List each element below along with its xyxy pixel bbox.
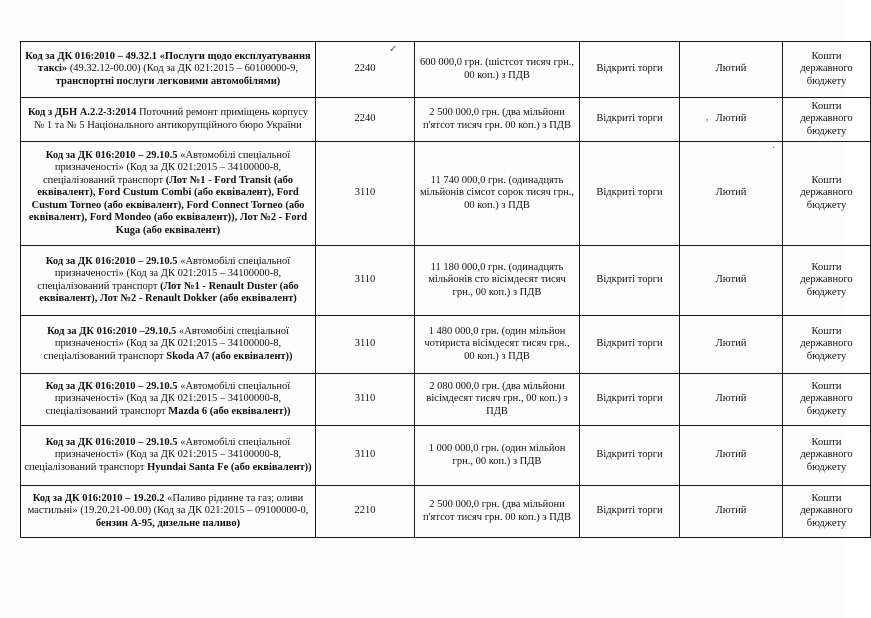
expected-amount-cell xyxy=(415,142,580,246)
item-name-cell xyxy=(21,486,316,538)
month-cell xyxy=(680,98,783,142)
month-cell xyxy=(680,486,783,538)
item-name-part: (Лот №1 - Ford Transit (або еквівалент), Ford Custum Combi (або еквівалент), Ford Custum Torneo (або еквівалент), Ford Connect Torneo (або еквівалент), Ford Mondeo (або еквівалент)), Лот №2 - Ford Kuga (або еквівалент) xyxy=(28,174,308,236)
expected-amount-cell xyxy=(415,486,580,538)
item-name xyxy=(24,256,312,306)
funding-cell xyxy=(783,42,871,98)
item-name-cell xyxy=(21,246,316,316)
table-row xyxy=(21,316,871,374)
procedure: Відкриті торги xyxy=(596,393,663,405)
table-row xyxy=(21,42,871,98)
item-name-part: Код за ДК 016:2010 – 29.10.5 xyxy=(45,380,178,392)
month-cell xyxy=(680,316,783,374)
item-name xyxy=(24,381,312,418)
procedure-cell xyxy=(580,246,680,316)
procedure: Відкриті торги xyxy=(596,113,663,125)
month-cell xyxy=(680,42,783,98)
expected-amount: 2 500 000,0 грн. (два мільйони п'ятсот тисяч грн. 00 коп.) з ПДВ xyxy=(423,499,571,523)
procedure-cell xyxy=(580,98,680,142)
procedure-cell xyxy=(580,374,680,426)
kekv-code: 2210 xyxy=(354,505,376,517)
expected-amount: 600 000,0 грн. (шістсот тисяч грн., 00 коп.) з ПДВ xyxy=(420,57,574,81)
item-name-cell xyxy=(21,142,316,246)
item-name-part: Код за ДК 016:2010 – 29.10.5 xyxy=(45,255,178,267)
funding-source: Кошти державного бюджету xyxy=(800,50,853,87)
item-name xyxy=(24,51,312,88)
pen-mark: , xyxy=(706,112,709,123)
item-name-cell xyxy=(21,374,316,426)
item-name-part: бензин А-95, дизельне паливо) xyxy=(95,517,241,529)
procurement-table-body xyxy=(21,42,871,538)
item-name-part: Hyundai Santa Fe (або еквівалент)) xyxy=(147,461,312,473)
procedure: Відкриті торги xyxy=(596,449,663,461)
item-name-part: Код за ДК 016:2010 – 49.32.1 «Послуги щодо експлуатування таксі» xyxy=(25,50,311,75)
expected-amount-cell xyxy=(415,42,580,98)
item-name-part: Код за ДК 016:2010 – 29.10.5 xyxy=(45,150,178,162)
table-row xyxy=(21,486,871,538)
procedure: Відкриті торги xyxy=(596,338,663,350)
item-name-part: Код за ДК 016:2010 – 19.20.2 xyxy=(32,492,165,504)
item-name-part: Mazda 6 (або еквівалент)) xyxy=(168,405,291,417)
funding-source: Кошти державного бюджету xyxy=(800,325,853,362)
item-name-part: Код з ДБН А.2.2-3:2014 xyxy=(27,107,137,119)
kekv-code: 3110 xyxy=(354,393,376,405)
item-name-cell xyxy=(21,42,316,98)
funding-source: Кошти державного бюджету xyxy=(800,174,853,211)
item-name xyxy=(24,493,312,530)
procedure: Відкриті торги xyxy=(596,187,663,199)
pen-mark: ✓ xyxy=(389,44,398,55)
item-name xyxy=(24,326,312,363)
kekv-code: 3110 xyxy=(354,187,376,199)
procedure-cell xyxy=(580,486,680,538)
funding-source: Кошти державного бюджету xyxy=(800,380,853,417)
kekv-code-cell xyxy=(316,486,415,538)
start-month: Лютий xyxy=(715,449,747,461)
funding-cell xyxy=(783,374,871,426)
item-name-cell xyxy=(21,316,316,374)
start-month: Лютий xyxy=(715,338,747,350)
expected-amount-cell xyxy=(415,374,580,426)
procurement-table xyxy=(20,41,871,538)
table-row xyxy=(21,142,871,246)
table-row xyxy=(21,426,871,486)
item-name-part: Skoda A7 (або еквівалент)) xyxy=(166,350,293,362)
item-name-part: «Автомобілі спеціальної призначеності» (Код за ДК 021:2015 – 34100000-8, спеціалізований транспорт xyxy=(24,436,291,473)
expected-amount-cell xyxy=(415,316,580,374)
item-name-part: Поточний ремонт приміщень корпусу № 1 та № 5 Національного антикорупційного бюро України xyxy=(34,107,309,131)
funding-cell xyxy=(783,486,871,538)
item-name-part: «Автомобілі спеціальної призначеності» (Код за ДК 021:2015 – 34100000-8, спеціалізований транспорт xyxy=(43,325,289,362)
table-row xyxy=(21,374,871,426)
item-name xyxy=(24,150,312,237)
expected-amount-cell xyxy=(415,426,580,486)
kekv-code: 3110 xyxy=(354,274,376,286)
item-name-part: Код за ДК 016:2010 – 29.10.5 xyxy=(45,436,178,448)
procedure-cell xyxy=(580,316,680,374)
procedure-cell xyxy=(580,426,680,486)
month-cell xyxy=(680,142,783,246)
funding-source: Кошти державного бюджету xyxy=(800,492,853,529)
kekv-code-cell xyxy=(316,426,415,486)
item-name-part: (Лот №1 - Renault Duster (або еквівалент), Лот №2 - Renault Dokker (або еквівалент) xyxy=(39,280,299,304)
funding-cell xyxy=(783,246,871,316)
item-name-part: «Автомобілі спеціальної призначеності» (Код за ДК 021:2015 – 34100000-8, спеціалізований транспорт xyxy=(42,150,291,186)
procedure-cell xyxy=(580,142,680,246)
item-name-cell xyxy=(21,98,316,142)
expected-amount-cell xyxy=(415,246,580,316)
kekv-code-cell xyxy=(316,246,415,316)
funding-cell xyxy=(783,98,871,142)
kekv-code-cell xyxy=(316,42,415,98)
funding-source: Кошти державного бюджету xyxy=(800,261,853,298)
item-name-part: «Автомобілі спеціальної призначеності» (Код за ДК 021:2015 – 34100000-8, спеціалізований транспорт xyxy=(45,380,291,417)
table-row xyxy=(21,98,871,142)
expected-amount: 2 500 000,0 грн. (два мільйони п'ятсот тисяч грн. 00 коп.) з ПДВ xyxy=(423,107,571,131)
expected-amount: 11 180 000,0 грн. (одинадцять мільйонів сто вісімдесят тисяч грн., 00 коп.) з ПДВ xyxy=(428,261,566,298)
item-name-part: «Паливо рідинне та газ; оливи мастильні» (19.20.21-00.00) (Код за ДК 021:2015 – 09100000-0, xyxy=(27,492,309,517)
expected-amount: 11 740 000,0 грн. (одинадцять мільйонів сімсот сорок тисяч грн., 00 коп.) з ПДВ xyxy=(420,174,574,211)
pen-mark: · xyxy=(772,143,776,154)
item-name-part: Код за ДК 016:2010 –29.10.5 xyxy=(47,325,177,337)
start-month: Лютий xyxy=(715,187,747,199)
procedure: Відкриті торги xyxy=(596,63,663,75)
table-row xyxy=(21,246,871,316)
kekv-code: 3110 xyxy=(354,338,376,350)
month-cell xyxy=(680,246,783,316)
start-month: Лютий xyxy=(715,393,747,405)
procedure: Відкриті торги xyxy=(596,505,663,517)
item-name-part: (49.32.12-00.00) (Код за ДК 021:2015 – 60100000-9, xyxy=(67,63,298,75)
start-month: Лютий xyxy=(715,274,747,286)
expected-amount-cell xyxy=(415,98,580,142)
item-name xyxy=(24,107,312,132)
kekv-code-cell xyxy=(316,142,415,246)
item-name xyxy=(24,437,312,474)
start-month: Лютий xyxy=(715,63,747,75)
funding-source: Кошти державного бюджету xyxy=(800,436,853,473)
funding-cell xyxy=(783,316,871,374)
month-cell xyxy=(680,426,783,486)
kekv-code-cell xyxy=(316,316,415,374)
month-cell xyxy=(680,374,783,426)
start-month: Лютий xyxy=(715,113,747,125)
kekv-code: 2240 xyxy=(354,113,376,125)
funding-cell xyxy=(783,142,871,246)
procedure-cell xyxy=(580,42,680,98)
expected-amount: 1 000 000,0 грн. (один мільйон грн., 00 коп.) з ПДВ xyxy=(428,443,566,467)
item-name-part: транспортні послуги легковими автомобілями) xyxy=(55,75,281,87)
procedure: Відкриті торги xyxy=(596,274,663,286)
item-name-part: «Автомобілі спеціальної призначеності» (Код за ДК 021:2015 – 34100000-8, спеціалізований транспорт xyxy=(37,255,291,292)
kekv-code-cell xyxy=(316,374,415,426)
funding-cell xyxy=(783,426,871,486)
start-month: Лютий xyxy=(715,505,747,517)
expected-amount: 2 080 000,0 грн. (два мільйони вісімдесят тисяч грн., 00 коп.) з ПДВ xyxy=(426,380,568,417)
expected-amount: 1 480 000,0 грн. (один мільйон чотириста вісімдесят тисяч грн., 00 коп.) з ПДВ xyxy=(424,325,570,362)
kekv-code: 2240 xyxy=(354,63,376,75)
item-name-cell xyxy=(21,426,316,486)
kekv-code-cell xyxy=(316,98,415,142)
funding-source: Кошти державного бюджету xyxy=(800,100,853,137)
kekv-code: 3110 xyxy=(354,449,376,461)
